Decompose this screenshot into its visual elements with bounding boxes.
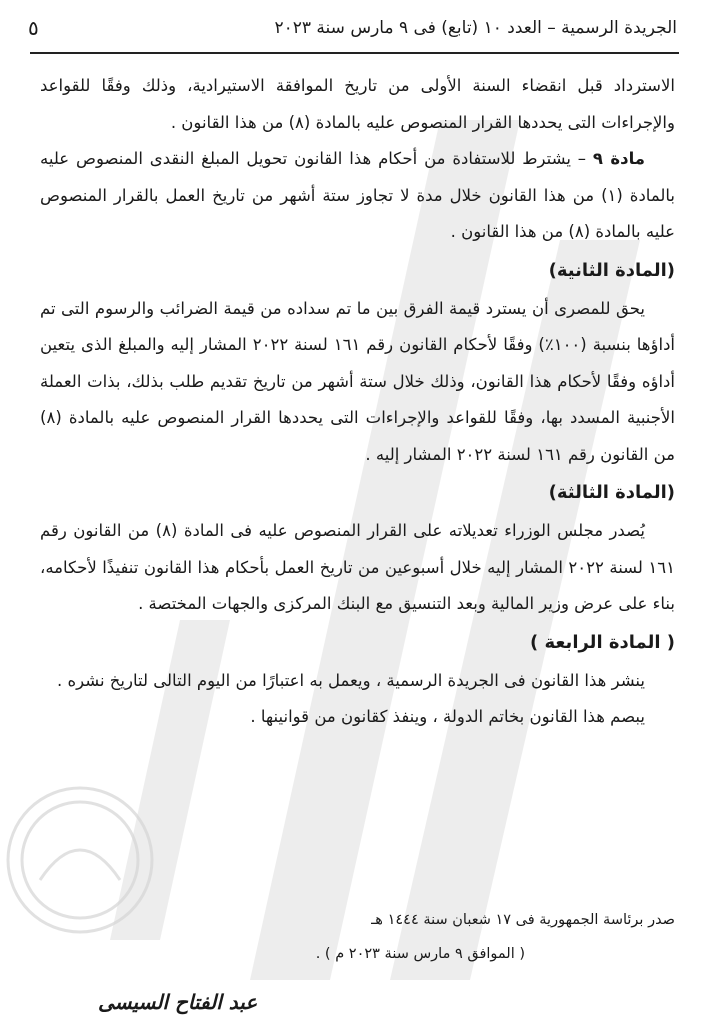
heading-article-four: ( المادة الرابعة )	[529, 631, 675, 653]
page-header	[28, 10, 677, 50]
heading-article-three: (المادة الثالثة)	[548, 482, 675, 503]
paragraph-seal: يبصم هذا القانون بخاتم الدولة ، وينفذ كقانون من قوانينها .	[250, 707, 645, 726]
article-9-text: – يشترط للاستفادة من أحكام هذا القانون تحويل المبلغ النقدى المنصوص عليه بالمادة (١) من هذا القانون خلال مدة لا تجاوز ستة أشهر من تاريخ العمل بالقرار المنصوص عليه بالمادة (٨) من هذا القانون .	[40, 149, 676, 241]
paragraph-article-three: يُصدر مجلس الوزراء تعديلاته على القرار المنصوص عليه فى المادة (٨) من القانون رقم ١٦١ لسنة ٢٠٢٢ المشار إليه خلال أسبوعين من تاريخ العمل بأحكام هذا القانون تنفيذًا لأحكامه، بناء على عرض وزير المالية وبعد التنسيق مع البنك المركزى والجهات المختصة .	[40, 521, 675, 613]
article-9	[40, 141, 675, 251]
paragraph-article-two: يحق للمصرى أن يسترد قيمة الفرق بين ما تم سداده من قيمة الضرائب والرسوم التى تم أداؤها بنسبة (١٠٠٪) وفقًا لأحكام القانون رقم ١٦١ لسنة ٢٠٢٢ المشار إليه والمبلغ الذى يتعين أداؤه وفقًا لأحكام هذا القانون، وذلك خلال ستة أشهر من تاريخ تقديم طلب بذلك، بذات العملة الأجنبية المسدد بها، وفقًا للقواعد والإجراءات التى يحددها القرار المنصوص عليه بالمادة (٨) من القانون رقم ١٦١ لسنة ٢٠٢٢ المشار إليه .	[40, 298, 675, 464]
issued-date: صدر برئاسة الجمهورية فى ١٧ شعبان سنة ١٤٤٤ هـ	[371, 912, 675, 928]
president-signature: عبد الفتاح السيسى	[98, 990, 258, 1014]
document-body	[40, 68, 675, 736]
page-number: ٥	[28, 16, 39, 40]
corresponding-date: ( الموافق ٩ مارس سنة ٢٠٢٣ م ) .	[315, 946, 525, 962]
heading-article-two: (المادة الثانية)	[548, 259, 675, 281]
paragraph-continuation: الاسترداد قبل انقضاء السنة الأولى من تاريخ الموافقة الاستيرادية، وذلك وفقًا للقواعد والإجراءات التى يحددها القرار المنصوص عليه بالمادة (٨) من هذا القانون .	[40, 76, 675, 132]
header-title: الجريدة الرسمية – العدد ١٠ (تابع) فى ٩ مارس سنة ٢٠٢٣	[274, 18, 677, 38]
header-divider	[30, 52, 679, 54]
paragraph-article-four: ينشر هذا القانون فى الجريدة الرسمية ، ويعمل به اعتبارًا من اليوم التالى لتاريخ نشره .	[56, 670, 645, 690]
article-9-label: مادة ٩	[592, 149, 645, 168]
